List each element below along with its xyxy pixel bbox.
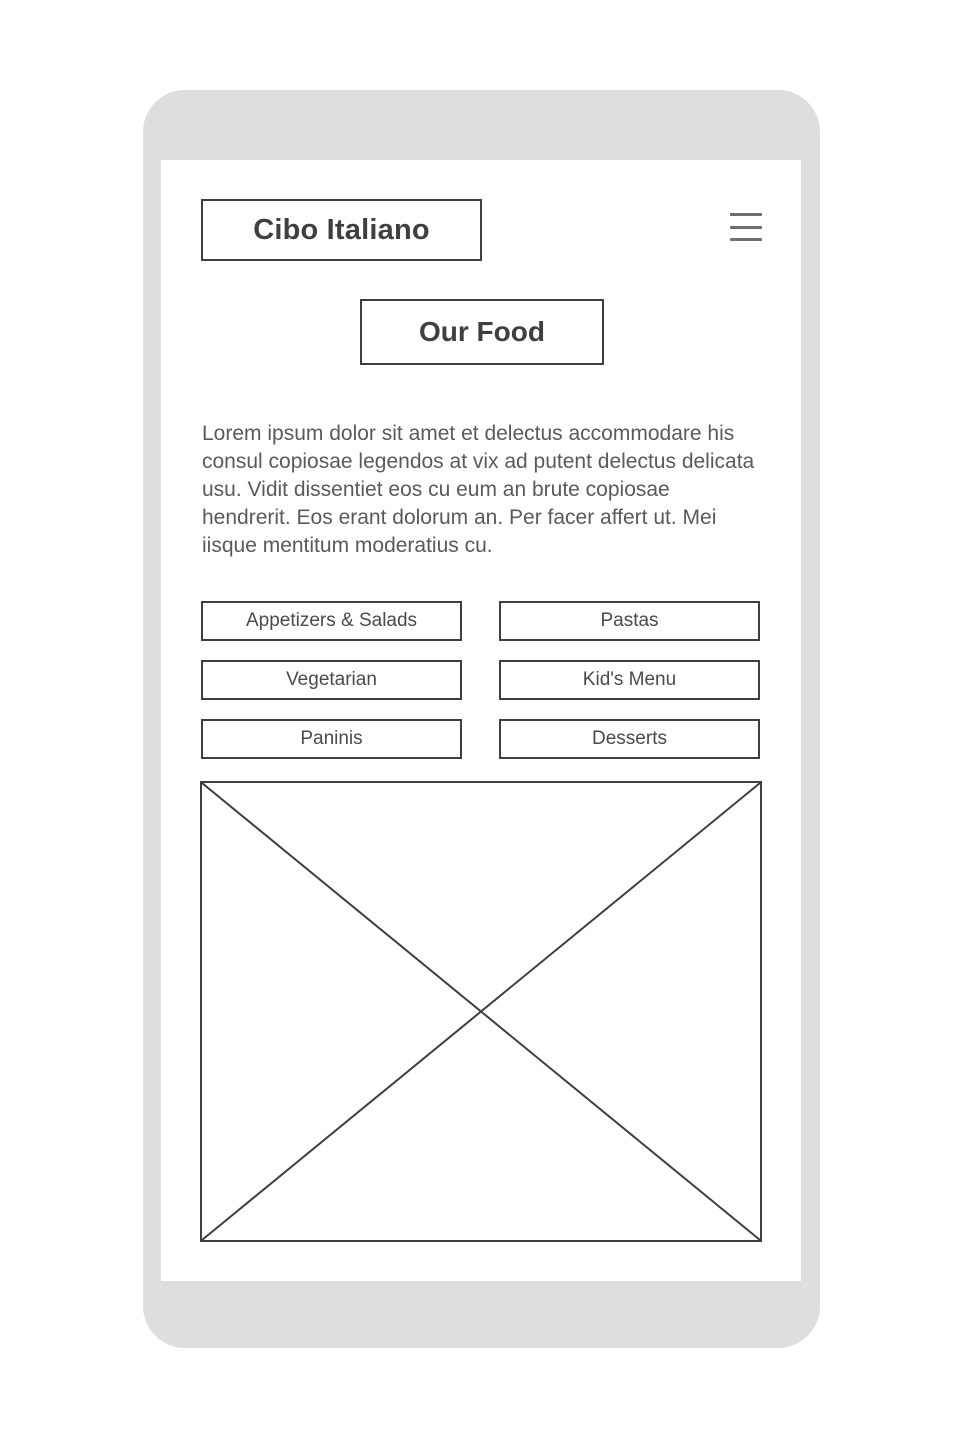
- page-description: Lorem ipsum dolor sit amet et delectus accommodare his consul copiosae legendos at vix ad putent delectus delicata usu. Vidit dissentiet eos cu eum an brute copiosae hendrerit. Eos erant dolorum an. Per facer affert ut. Mei iisque mentitum moderatius cu.: [202, 422, 755, 557]
- app-header: [201, 199, 771, 261]
- menu-category-desserts[interactable]: [499, 719, 760, 759]
- image-placeholder: [200, 781, 762, 1242]
- menu-category-vegetarian[interactable]: [201, 660, 462, 700]
- menu-category-label: Pastas: [600, 610, 659, 631]
- menu-category-label: Paninis: [300, 728, 363, 749]
- menu-category-grid: [201, 601, 763, 759]
- menu-category-pastas[interactable]: [499, 601, 760, 641]
- menu-category-kids-menu[interactable]: [499, 660, 760, 700]
- hamburger-bar-3: [730, 238, 762, 241]
- hamburger-menu-icon[interactable]: [730, 213, 762, 241]
- hamburger-bar-1: [730, 213, 762, 216]
- menu-category-label: Vegetarian: [286, 669, 377, 690]
- menu-category-label: Appetizers & Salads: [245, 610, 418, 631]
- phone-screen: [161, 160, 801, 1281]
- image-placeholder-crossed-box-icon: [202, 783, 760, 1240]
- page-title-box: [360, 299, 604, 365]
- menu-category-label: Kid's Menu: [582, 669, 677, 690]
- menu-category-paninis[interactable]: [201, 719, 462, 759]
- menu-category-appetizers-salads[interactable]: [201, 601, 462, 641]
- hamburger-bar-2: [730, 226, 762, 229]
- page-title: Our Food: [419, 316, 545, 347]
- site-logo-box[interactable]: [201, 199, 482, 261]
- site-logo-label: Cibo Italiano: [253, 213, 430, 246]
- menu-category-label: Desserts: [592, 728, 667, 749]
